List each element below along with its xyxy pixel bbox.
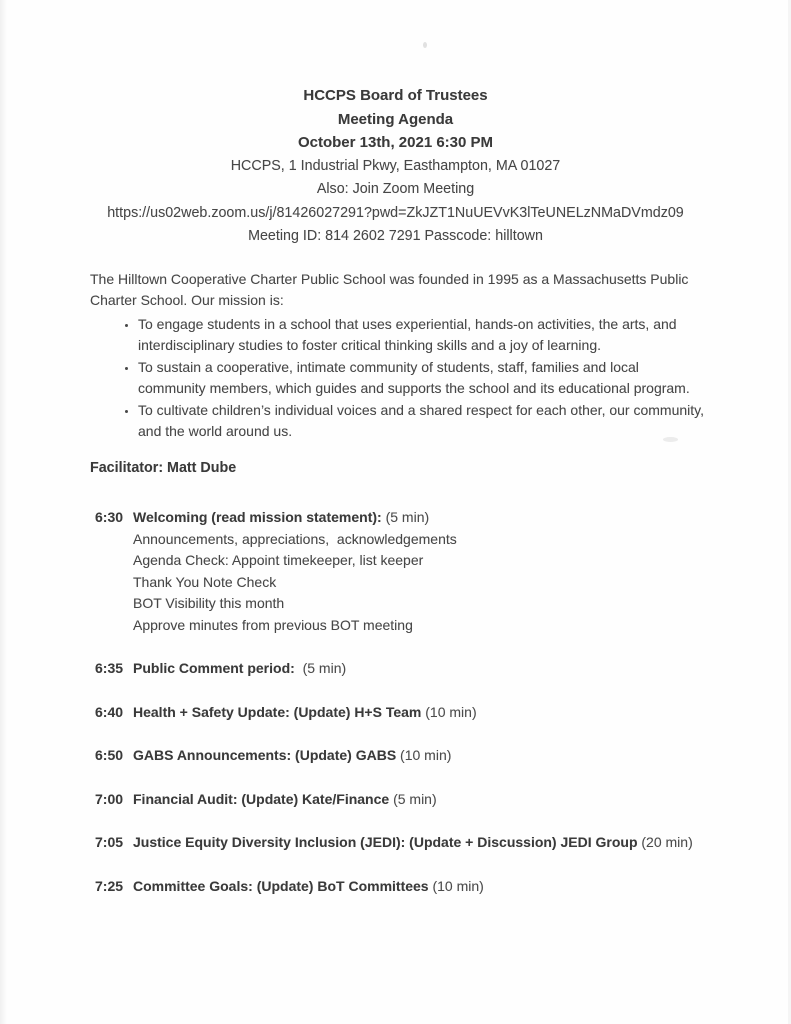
doc-title: HCCPS Board of Trustees: [303, 87, 488, 104]
agenda-title: Justice Equity Diversity Inclusion (JEDI): (Update + Discussion) JEDI Group: [133, 834, 638, 850]
agenda-item-body: [133, 832, 693, 854]
agenda-duration: (10 min): [432, 877, 484, 894]
agenda-item-body: [133, 702, 477, 724]
agenda-title: Public Comment period:: [133, 660, 299, 676]
agenda-subitem: Announcements, appreciations, acknowledgements: [133, 530, 457, 547]
agenda-item-body: [133, 789, 437, 811]
agenda-list: [95, 507, 791, 897]
agenda-duration: (5 min): [393, 790, 437, 807]
agenda-title: Welcoming (read mission statement):: [133, 509, 382, 525]
zoom-join-label: Also: Join Zoom Meeting: [316, 181, 475, 197]
agenda-subitem: Thank You Note Check: [133, 573, 277, 590]
agenda-time: 6:30: [95, 509, 124, 525]
agenda-item-body: [133, 745, 451, 767]
agenda-item: [95, 702, 791, 724]
agenda-item: [95, 658, 791, 680]
mission-intro: The Hilltown Cooperative Charter Public School was founded in 1995 as a Massachusetts Public Charter School. Our mission is:: [90, 270, 689, 308]
agenda-duration: (5 min): [385, 509, 430, 525]
agenda-title: Health + Safety Update: (Update) H+S Team: [133, 703, 422, 720]
agenda-item-line: [133, 876, 484, 898]
agenda-duration: (10 min): [425, 703, 477, 720]
agenda-item: [95, 832, 791, 854]
agenda-item-body: [133, 507, 457, 636]
mission-section: [90, 269, 706, 443]
agenda-item-line: [133, 745, 451, 767]
agenda-time: 7:25: [95, 877, 124, 894]
agenda-item-line: [133, 658, 346, 680]
meeting-id-line: Meeting ID: 814 2602 7291 Passcode: hilltown: [248, 228, 543, 244]
agenda-item: [95, 745, 791, 767]
agenda-item: [95, 507, 791, 636]
agenda-subitem: Agenda Check: Appoint timekeeper, list keeper: [133, 552, 424, 568]
agenda-time: 6:50: [95, 747, 124, 763]
facilitator-line: Facilitator: Matt Dube: [90, 459, 237, 476]
mission-list: [90, 314, 708, 443]
agenda-time: 7:00: [95, 790, 124, 807]
agenda-subitem: Approve minutes from previous BOT meeting: [133, 616, 413, 633]
meeting-address: HCCPS, 1 Industrial Pkwy, Easthampton, MA 01027: [230, 157, 561, 174]
agenda-title: GABS Announcements: (Update) GABS: [133, 747, 397, 763]
agenda-item-line: [133, 702, 477, 724]
agenda-duration: (20 min): [641, 834, 693, 850]
agenda-time: 7:05: [95, 834, 124, 850]
doc-subtitle: Meeting Agenda: [337, 110, 454, 128]
document-header: [0, 84, 791, 249]
agenda-item-body: [133, 876, 484, 898]
agenda-item: [95, 789, 791, 811]
agenda-time: 6:40: [95, 703, 124, 720]
meeting-datetime: October 13th, 2021 6:30 PM: [297, 134, 494, 151]
mission-bullet: • To sustain a cooperative, intimate community of students, staff, families and local community members, which guides and supports the school and its educational program.: [138, 357, 708, 400]
agenda-title: Financial Audit: (Update) Kate/Finance: [133, 790, 390, 807]
mission-bullet: • To engage students in a school that uses experiential, hands-on activities, the arts, and interdisciplinary studies to foster critical thinking skills and a joy of learning.: [138, 314, 708, 357]
agenda-subitems: [133, 529, 457, 637]
agenda-title: Committee Goals: (Update) BoT Committees: [133, 877, 429, 894]
agenda-duration: (10 min): [400, 747, 452, 763]
agenda-item-line: [133, 789, 437, 811]
agenda-item-line: [133, 832, 693, 854]
agenda-time: 6:35: [95, 660, 124, 676]
agenda-subitem: BOT Visibility this month: [133, 595, 285, 611]
mission-bullet: • To cultivate children’s individual voices and a shared respect for each other, our community, and the world around us.: [138, 400, 708, 443]
agenda-item: [95, 876, 791, 898]
agenda-duration: (5 min): [302, 660, 347, 676]
agenda-item-line: [133, 507, 457, 529]
agenda-item-body: [133, 658, 346, 680]
zoom-url: https://us02web.zoom.us/j/81426027291?pwd=ZkJZT1NuUEVvK3lTeUNELzNMaDVmdz09: [107, 204, 684, 221]
